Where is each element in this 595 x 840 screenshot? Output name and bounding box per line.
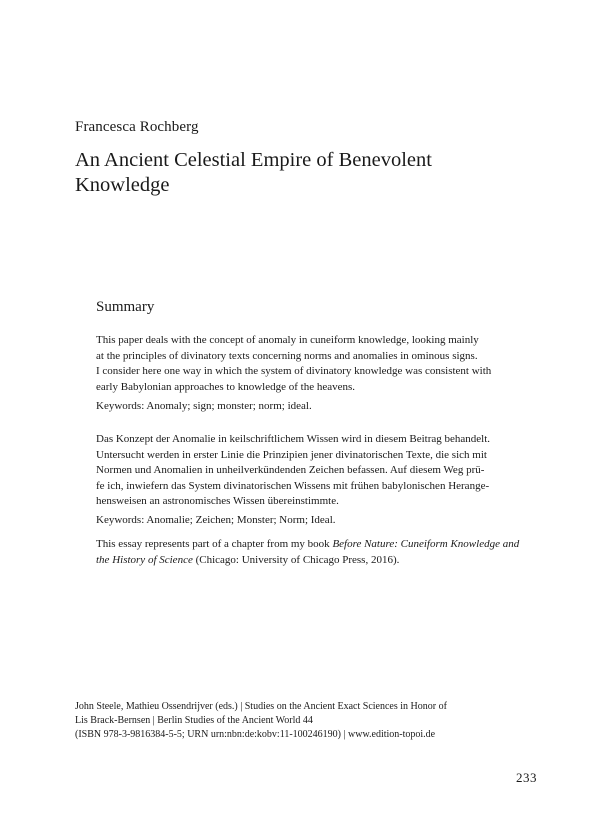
abstract-line: fe ich, inwiefern das System divinatorischen Wissens mit frühen babylonischen Herange- [96,479,490,492]
book-title: Before Nature: Cuneiform Knowledge and [332,538,520,550]
page-number: 233 [516,770,537,785]
german-abstract [96,432,521,510]
abstract-line: Das Konzept der Anomalie in keilschriftlichem Wissen wird in diesem Beitrag behandelt. [96,433,491,445]
title-line: Knowledge [75,174,170,196]
article-title [75,148,515,198]
abstract-line: Untersucht werden in erster Linie die Prinzipien jener divinatorischen Texte, die sich mit [96,448,487,461]
publication-footer [75,700,447,742]
abstract-line: early Babylonian approaches to knowledge of the heavens. [96,380,356,393]
german-keywords: Keywords: Anomalie; Zeichen; Monster; Norm; Ideal. [96,514,336,526]
footer-line: (ISBN 978-3-9816384-5-5; URN urn:nbn:de:kobv:11-100246190) | www.edition-topoi.de [75,729,436,740]
abstract-line: I consider here one way in which the system of divinatory knowledge was consistent with [96,365,492,377]
abstract-line: This paper deals with the concept of anomaly in cuneiform knowledge, looking mainly [96,334,479,346]
essay-note [96,537,521,568]
title-line: An Ancient Celestial Empire of Benevolent [75,149,432,171]
footer-line: Lis Brack-Bernsen | Berlin Studies of the Ancient World 44 [75,715,313,726]
abstract-line: Normen und Anomalien in unheilverkündenden Zeichen befassen. Auf diesem Weg prü- [96,464,485,476]
summary-heading: Summary [96,299,155,315]
abstract-line: hensweisen an astronomisches Wissen übereinstimmte. [96,495,339,507]
note-suffix: (Chicago: University of Chicago Press, 2016). [192,553,400,566]
author-name: Francesca Rochberg [75,119,199,135]
english-keywords: Keywords: Anomaly; sign; monster; norm; ideal. [96,400,312,412]
note-prefix: This essay represents part of a chapter from my book [96,538,333,550]
abstract-line: at the principles of divinatory texts concerning norms and anomalies in ominous signs. [96,349,478,362]
english-abstract [96,333,521,395]
footer-line: John Steele, Mathieu Ossendrijver (eds.) | Studies on the Ancient Exact Sciences in Honor of [75,701,447,712]
book-title: the History of Science [96,553,193,566]
